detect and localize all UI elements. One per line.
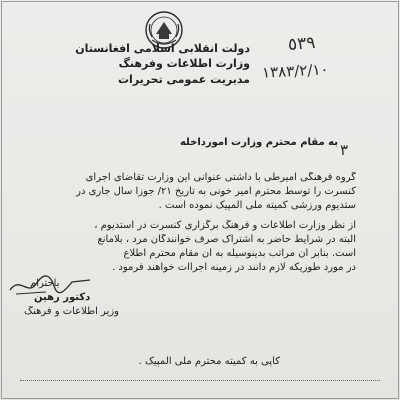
body-line: است. بنابر آن مراتب بدینوسیله به آن مقام محترم اطلاع bbox=[123, 248, 356, 259]
body-line: گروه فرهنگی امیرطی با داشتی عنوانی این وزارت تقاضای اجرای bbox=[85, 172, 356, 183]
signatory-title: وزیر اطلاعات و فرهنگ bbox=[24, 306, 119, 317]
body-line: از نظر وزارت اطلاعات و فرهنگ برگزاری کنسرت در استدیوم ، bbox=[94, 220, 356, 231]
reference-date: ١٣٨٣/٢/١٠ bbox=[261, 60, 329, 82]
letterhead-line-3: مدیریت عمومی تحریرات bbox=[118, 73, 250, 86]
letterhead-line-2: وزارت اطلاعات وفرهنگ bbox=[118, 57, 250, 70]
signatory-name: دکتور رهین bbox=[34, 292, 91, 303]
body-line: ستدیوم ورزشی کمیته ملی المپیک نموده است . bbox=[158, 200, 356, 211]
marginal-mark: ٣ bbox=[340, 141, 349, 159]
reference-number: ٥٣٩ bbox=[287, 33, 317, 55]
body-line: کنسرت را توسط محترم امیر خونی به تاریخ ٢١/ جوزا سال جاری در bbox=[76, 186, 356, 197]
body-line: البته در شرایط حاضر به اشتراک صرف خوانندگان مرد ، بلامانع bbox=[97, 234, 356, 245]
closing-regards: باحترام bbox=[30, 278, 60, 289]
copy-to-line: کاپی به کمیته محترم ملی المپیک . bbox=[138, 356, 280, 367]
addressee: به مقام محترم وزارت امورداخله bbox=[179, 137, 338, 148]
signature-icon bbox=[6, 270, 96, 300]
body-line: در مورد طوریکه لازم دانند در زمینه اجراات خواهند فرمود . bbox=[112, 262, 356, 273]
letterhead-line-1: دولت انقلابی اسلامی افغانستان bbox=[75, 42, 250, 55]
bottom-dotted-divider bbox=[20, 380, 380, 381]
